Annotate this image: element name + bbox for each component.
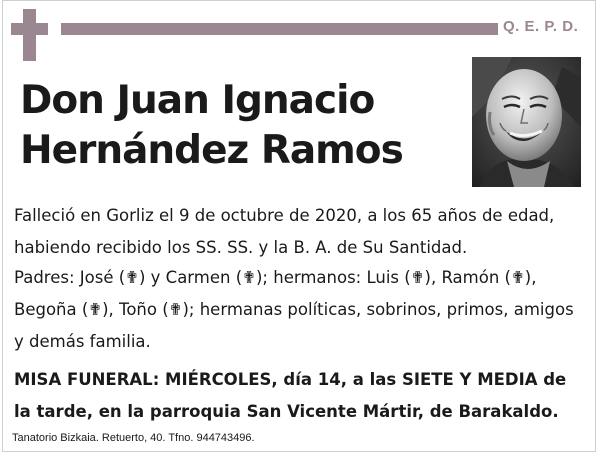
deceased-name-line1: Don Juan Ignacio [20,78,375,123]
qepd-label: Q. E. P. D. [503,18,579,35]
header-bar [61,23,498,35]
family-paragraph: Padres: José (✟) y Carmen (✟); hermanos: Luis (✟), Ramón (✟), Begoña (✟), Toño (✟); hermanas políticas, sobrinos, primos, amigos y demás familia. [14,268,574,351]
funeral-mass-paragraph: MISA FUNERAL: MIÉRCOLES, día 14, a las SIETE Y MEDIA de la tarde, en la parroquia San Vicente Mártir, de Barakaldo. [14,370,567,421]
deceased-name [20,76,460,176]
death-notice-paragraph: Falleció en Gorliz el 9 de octubre de 2020, a los 65 años de edad, habiendo recibido los SS. SS. y la B. A. de Su Santidad. [14,206,555,257]
cross-icon-horizontal [11,23,48,35]
funeral-home-info: Tanatorio Bizkaia. Retuerto, 40. Tfno. 944743496. [12,432,255,444]
cross-icon-vertical [23,9,36,61]
portrait-image [472,57,581,187]
deceased-name-line2: Hernández Ramos [20,128,403,173]
deceased-photo [472,57,581,187]
